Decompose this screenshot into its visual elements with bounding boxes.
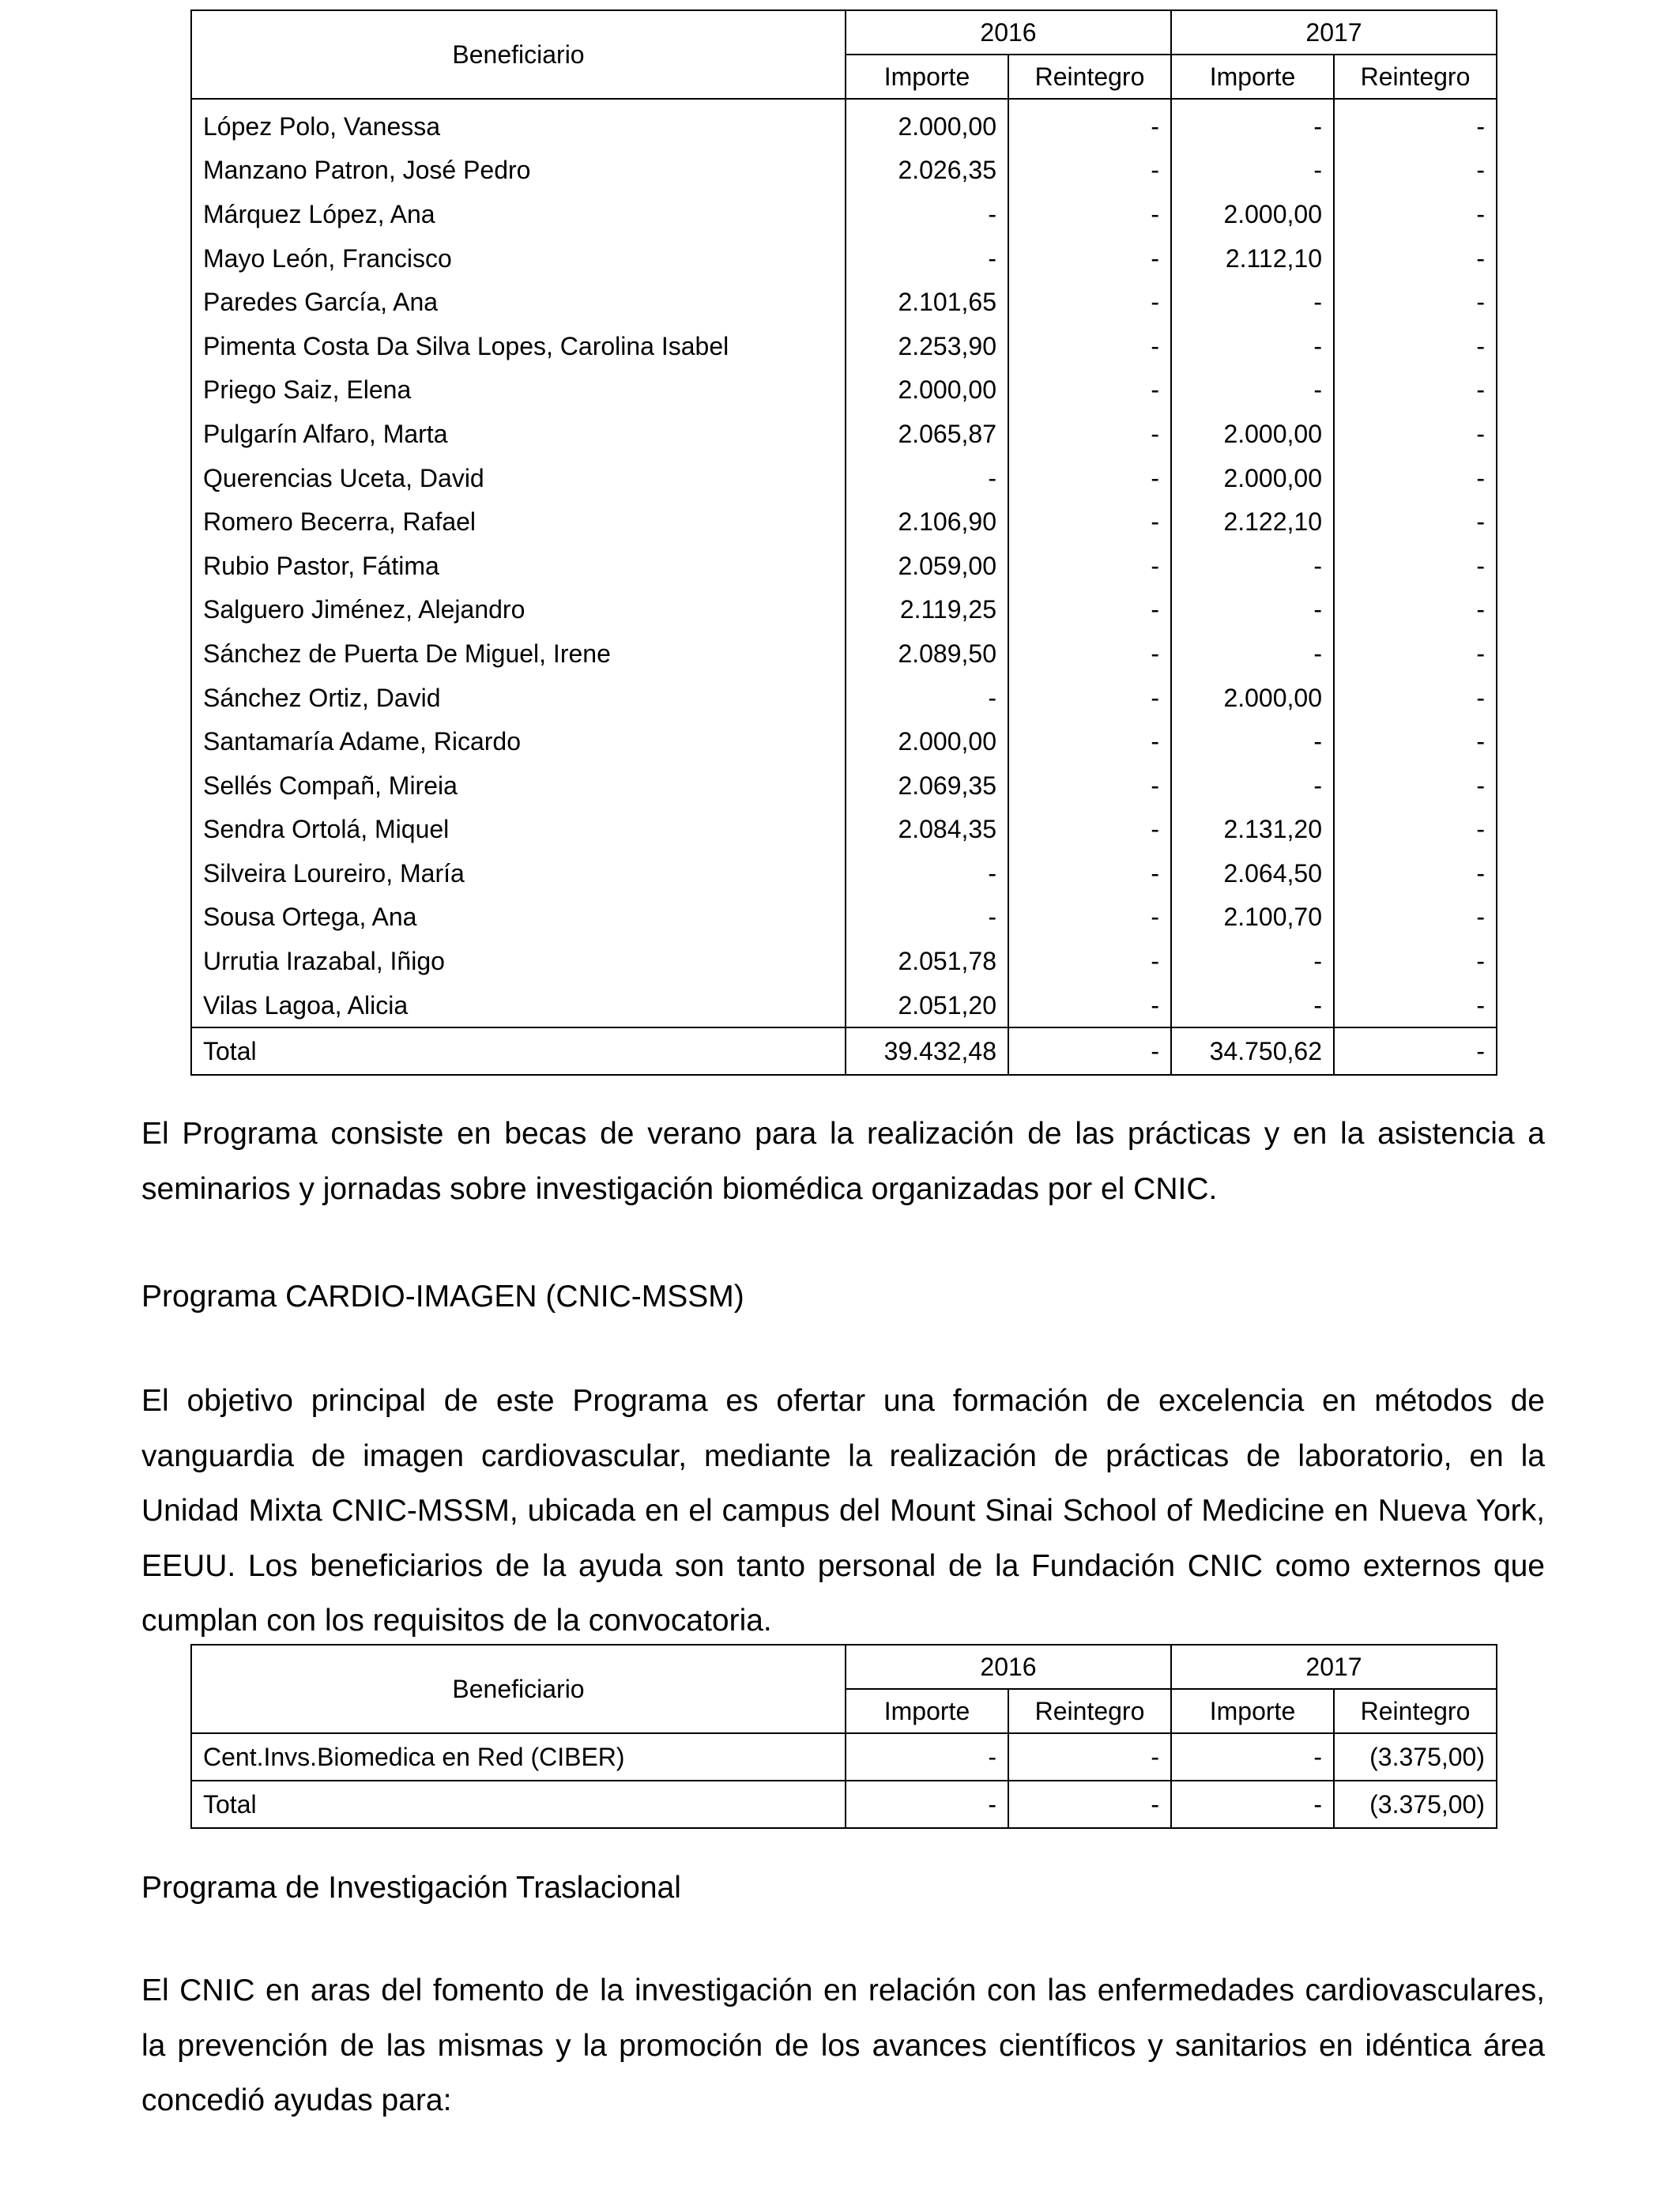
importe-2016: 2.000,00 [846,99,1008,149]
beneficiary-name: Urrutia Irazabal, Iñigo [191,939,846,983]
reintegro-2016: - [1008,149,1171,193]
importe-2017: 2.064,50 [1171,851,1334,895]
importe-2017: 2.000,00 [1171,456,1334,500]
importe-2017: 2.000,00 [1171,192,1334,236]
importe-2017: - [1171,588,1334,632]
beneficiary-name: Romero Becerra, Rafael [191,499,846,544]
total-reintegro-2016: - [1008,1027,1171,1075]
header-beneficiario: Beneficiario [191,1645,846,1733]
reintegro-2016: - [1008,324,1171,368]
heading-investigacion-traslacional: Programa de Investigación Traslacional [141,1871,681,1905]
table-row [191,324,1497,368]
table-row [191,456,1497,500]
importe-2016: 2.119,25 [846,588,1008,632]
importe-2016: 2.253,90 [846,324,1008,368]
importe-2016: - [846,456,1008,500]
importe-2017: - [1171,719,1334,763]
reintegro-2016: - [1008,456,1171,500]
table-row [191,368,1497,413]
importe-2017: - [1171,368,1334,413]
total-reintegro-2017: (3.375,00) [1334,1781,1497,1828]
reintegro-2017: (3.375,00) [1334,1733,1497,1781]
table-row [191,149,1497,193]
importe-2017: 2.000,00 [1171,412,1334,456]
importe-2016: 2.051,78 [846,939,1008,983]
table-row [191,588,1497,632]
importe-2017: - [1171,763,1334,808]
reintegro-2017: - [1334,676,1497,720]
total-row [191,1781,1497,1828]
importe-2016: 2.026,35 [846,149,1008,193]
paragraph-cardio-imagen: El objetivo principal de este Programa es ofertar una formación de excelencia en métodos de vanguardia de imagen cardiovascular, mediante la realización de prácticas de laboratorio, en la Unidad Mixta CNIC-MSSM, ubicada en el campus del Mount Sinai School of Medicine en Nueva York, EEUU. Los beneficiarios de la ayuda son tanto personal de la Fundación CNIC como externos que cumplan con los requisitos de la convocatoria. [141,1384,1545,1638]
header-importe-2017: Importe [1171,1689,1334,1733]
reintegro-2017: - [1334,324,1497,368]
reintegro-2017: - [1334,280,1497,324]
reintegro-2017: - [1334,895,1497,940]
reintegro-2016: - [1008,676,1171,720]
reintegro-2017: - [1334,631,1497,676]
reintegro-2016: - [1008,544,1171,588]
importe-2017: - [1171,99,1334,149]
importe-2017: - [1171,1733,1334,1781]
header-year-2016: 2016 [846,10,1171,55]
heading-cardio-imagen: Programa CARDIO-IMAGEN (CNIC-MSSM) [141,1280,744,1314]
reintegro-2017: - [1334,456,1497,500]
beneficiary-name: Querencias Uceta, David [191,456,846,500]
importe-2016: 2.084,35 [846,808,1008,852]
importe-2017: - [1171,324,1334,368]
reintegro-2016: - [1008,499,1171,544]
beneficiaries-table-2016-2017 [190,9,1497,1076]
header-reintegro-2017: Reintegro [1334,1689,1497,1733]
reintegro-2016: - [1008,1733,1171,1781]
total-reintegro-2016: - [1008,1781,1171,1828]
importe-2017: 2.112,10 [1171,236,1334,281]
header-reintegro-2016: Reintegro [1008,1689,1171,1733]
table-row [191,676,1497,720]
reintegro-2016: - [1008,368,1171,413]
beneficiary-name: Rubio Pastor, Fátima [191,544,846,588]
beneficiary-name: Márquez López, Ana [191,192,846,236]
reintegro-2017: - [1334,499,1497,544]
header-beneficiario: Beneficiario [191,10,846,99]
reintegro-2016: - [1008,719,1171,763]
table-row [191,939,1497,983]
beneficiary-name: López Polo, Vanessa [191,99,846,149]
reintegro-2016: - [1008,280,1171,324]
table-row [191,851,1497,895]
beneficiary-name: Vilas Lagoa, Alicia [191,983,846,1028]
table-row [191,895,1497,940]
total-importe-2016: - [846,1781,1008,1828]
table-row [191,544,1497,588]
reintegro-2017: - [1334,236,1497,281]
paragraph-investigacion-traslacional: El CNIC en aras del fomento de la investigación en relación con las enfermedades cardiovasculares, la prevención de las mismas y la promoción de los avances científicos y sanitarios en idéntica área concedió ayudas para: [141,1973,1545,2117]
reintegro-2017: - [1334,192,1497,236]
header-reintegro-2016: Reintegro [1008,55,1171,99]
reintegro-2017: - [1334,983,1497,1028]
table-row [191,983,1497,1028]
paragraph-programa-becas: El Programa consiste en becas de verano para la realización de las prácticas y en la asistencia a seminarios y jornadas sobre investigación biomédica organizadas por el CNIC. [141,1117,1545,1206]
reintegro-2017: - [1334,719,1497,763]
reintegro-2016: - [1008,939,1171,983]
table-row [191,808,1497,852]
header-importe-2016: Importe [846,1689,1008,1733]
ciber-table-2016-2017 [190,1644,1497,1829]
importe-2016: 2.000,00 [846,368,1008,413]
total-importe-2017: - [1171,1781,1334,1828]
header-importe-2017: Importe [1171,55,1334,99]
importe-2016: - [846,851,1008,895]
reintegro-2016: - [1008,895,1171,940]
importe-2016: - [846,676,1008,720]
reintegro-2017: - [1334,763,1497,808]
beneficiary-name: Santamaría Adame, Ricardo [191,719,846,763]
table-row [191,192,1497,236]
total-importe-2016: 39.432,48 [846,1027,1008,1075]
beneficiary-name: Mayo León, Francisco [191,236,846,281]
total-label: Total [191,1781,846,1828]
reintegro-2017: - [1334,99,1497,149]
table-row [191,412,1497,456]
importe-2017: 2.100,70 [1171,895,1334,940]
table-row [191,719,1497,763]
beneficiary-name: Priego Saiz, Elena [191,368,846,413]
reintegro-2017: - [1334,149,1497,193]
header-year-2016: 2016 [846,1645,1171,1689]
header-importe-2016: Importe [846,55,1008,99]
reintegro-2016: - [1008,412,1171,456]
table-row [191,236,1497,281]
beneficiary-name: Paredes García, Ana [191,280,846,324]
importe-2016: 2.089,50 [846,631,1008,676]
beneficiary-name: Manzano Patron, José Pedro [191,149,846,193]
importe-2016: - [846,1733,1008,1781]
beneficiary-name: Cent.Invs.Biomedica en Red (CIBER) [191,1733,846,1781]
reintegro-2017: - [1334,412,1497,456]
reintegro-2016: - [1008,808,1171,852]
reintegro-2017: - [1334,851,1497,895]
beneficiary-name: Sánchez Ortiz, David [191,676,846,720]
reintegro-2016: - [1008,763,1171,808]
table-row [191,280,1497,324]
reintegro-2017: - [1334,588,1497,632]
total-reintegro-2017: - [1334,1027,1497,1075]
beneficiary-name: Pulgarín Alfaro, Marta [191,412,846,456]
header-reintegro-2017: Reintegro [1334,55,1497,99]
importe-2017: - [1171,939,1334,983]
reintegro-2017: - [1334,808,1497,852]
importe-2017: 2.122,10 [1171,499,1334,544]
total-label: Total [191,1027,846,1075]
beneficiary-name: Salguero Jiménez, Alejandro [191,588,846,632]
importe-2016: - [846,236,1008,281]
reintegro-2017: - [1334,544,1497,588]
reintegro-2016: - [1008,99,1171,149]
importe-2017: - [1171,983,1334,1028]
reintegro-2016: - [1008,588,1171,632]
importe-2017: - [1171,631,1334,676]
reintegro-2016: - [1008,851,1171,895]
beneficiary-name: Silveira Loureiro, María [191,851,846,895]
reintegro-2016: - [1008,631,1171,676]
beneficiary-name: Sánchez de Puerta De Miguel, Irene [191,631,846,676]
importe-2017: - [1171,280,1334,324]
reintegro-2016: - [1008,192,1171,236]
beneficiary-name: Sendra Ortolá, Miquel [191,808,846,852]
table-body [191,99,1497,1027]
beneficiary-name: Pimenta Costa Da Silva Lopes, Carolina Isabel [191,324,846,368]
table-row [191,631,1497,676]
reintegro-2016: - [1008,236,1171,281]
importe-2016: 2.000,00 [846,719,1008,763]
importe-2017: 2.131,20 [1171,808,1334,852]
importe-2016: - [846,192,1008,236]
beneficiary-name: Sousa Ortega, Ana [191,895,846,940]
reintegro-2016: - [1008,983,1171,1028]
importe-2016: 2.106,90 [846,499,1008,544]
importe-2016: 2.069,35 [846,763,1008,808]
importe-2016: 2.101,65 [846,280,1008,324]
importe-2017: - [1171,544,1334,588]
header-year-2017: 2017 [1171,1645,1497,1689]
reintegro-2017: - [1334,939,1497,983]
table-row [191,99,1497,149]
importe-2016: 2.059,00 [846,544,1008,588]
importe-2017: 2.000,00 [1171,676,1334,720]
total-row [191,1027,1497,1075]
importe-2016: 2.065,87 [846,412,1008,456]
importe-2016: - [846,895,1008,940]
table-row [191,499,1497,544]
header-year-2017: 2017 [1171,10,1497,55]
importe-2017: - [1171,149,1334,193]
reintegro-2017: - [1334,368,1497,413]
table-row [191,1733,1497,1781]
importe-2016: 2.051,20 [846,983,1008,1028]
table-row [191,763,1497,808]
total-importe-2017: 34.750,62 [1171,1027,1334,1075]
beneficiary-name: Sellés Compañ, Mireia [191,763,846,808]
